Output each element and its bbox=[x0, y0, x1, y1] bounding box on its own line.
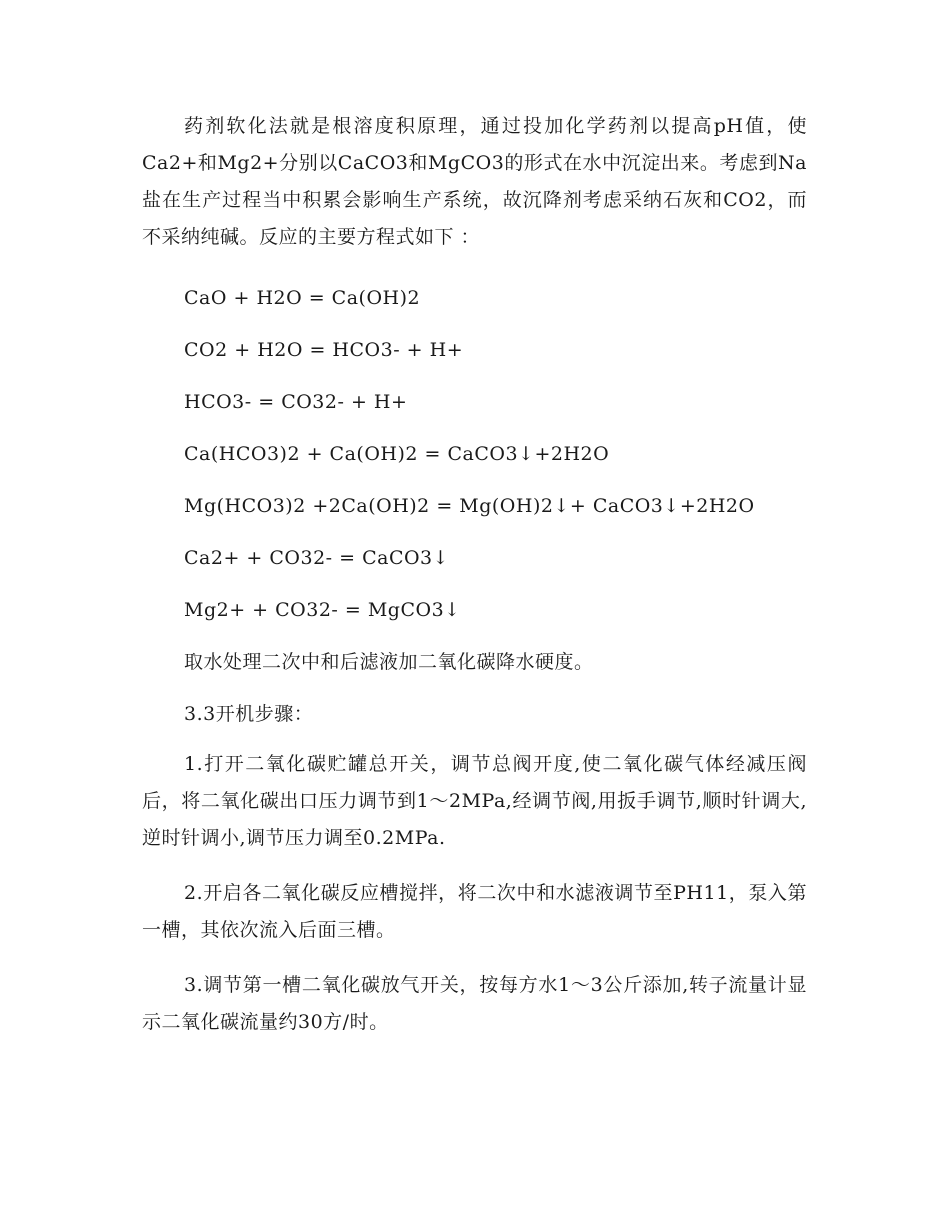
treatment-paragraph: 取水处理二次中和后滤液加二氧化碳降水硬度。 bbox=[184, 651, 594, 673]
equation-list bbox=[142, 272, 807, 636]
step-1-paragraph: 1.打开二氧化碳贮罐总开关，调节总阀开度,使二氧化碳气体经减压阀后，将二氧化碳出口压力调节到1～2MPa,经调节阀,用扳手调节,顺时针调大,逆时针调小,调节压力调至0.2MPa. bbox=[142, 753, 807, 849]
equation-line: CaO + H2O = Ca(OH)2 bbox=[184, 287, 421, 309]
document-body bbox=[142, 108, 807, 1059]
equation-line: Ca2+ + CO32- = CaCO3↓ bbox=[184, 547, 450, 569]
step-3-paragraph: 3.调节第一槽二氧化碳放气开关，按每方水1～3公斤添加,转子流量计显示二氧化碳流量约30方/时。 bbox=[142, 974, 807, 1033]
intro-paragraph: 药剂软化法就是根溶度积原理，通过投加化学药剂以提高pH值，使Ca2+和Mg2+分别以CaCO3和MgCO3的形式在水中沉淀出来。考虑到Na盐在生产过程当中积累会影响生产系统，故沉降剂考虑采纳石灰和CO2，而不采纳纯碱。反应的主要方程式如下 ： bbox=[142, 115, 807, 248]
section-heading: 3.3开机步骤： bbox=[184, 703, 314, 725]
equation-line: CO2 + H2O = HCO3- + H+ bbox=[184, 339, 464, 361]
equation-line: Ca(HCO3)2 + Ca(OH)2 = CaCO3↓+2H2O bbox=[184, 443, 610, 465]
equation-line: HCO3- = CO32- + H+ bbox=[184, 391, 408, 413]
step-2-paragraph: 2.开启各二氧化碳反应槽搅拌，将二次中和水滤液调节至PH11，泵入第一槽，其依次流入后面三槽。 bbox=[142, 882, 807, 941]
equation-line: Mg(HCO3)2 +2Ca(OH)2 = Mg(OH)2↓+ CaCO3↓+2H2O bbox=[184, 495, 755, 517]
equation-line: Mg2+ + CO32- = MgCO3↓ bbox=[184, 599, 461, 621]
